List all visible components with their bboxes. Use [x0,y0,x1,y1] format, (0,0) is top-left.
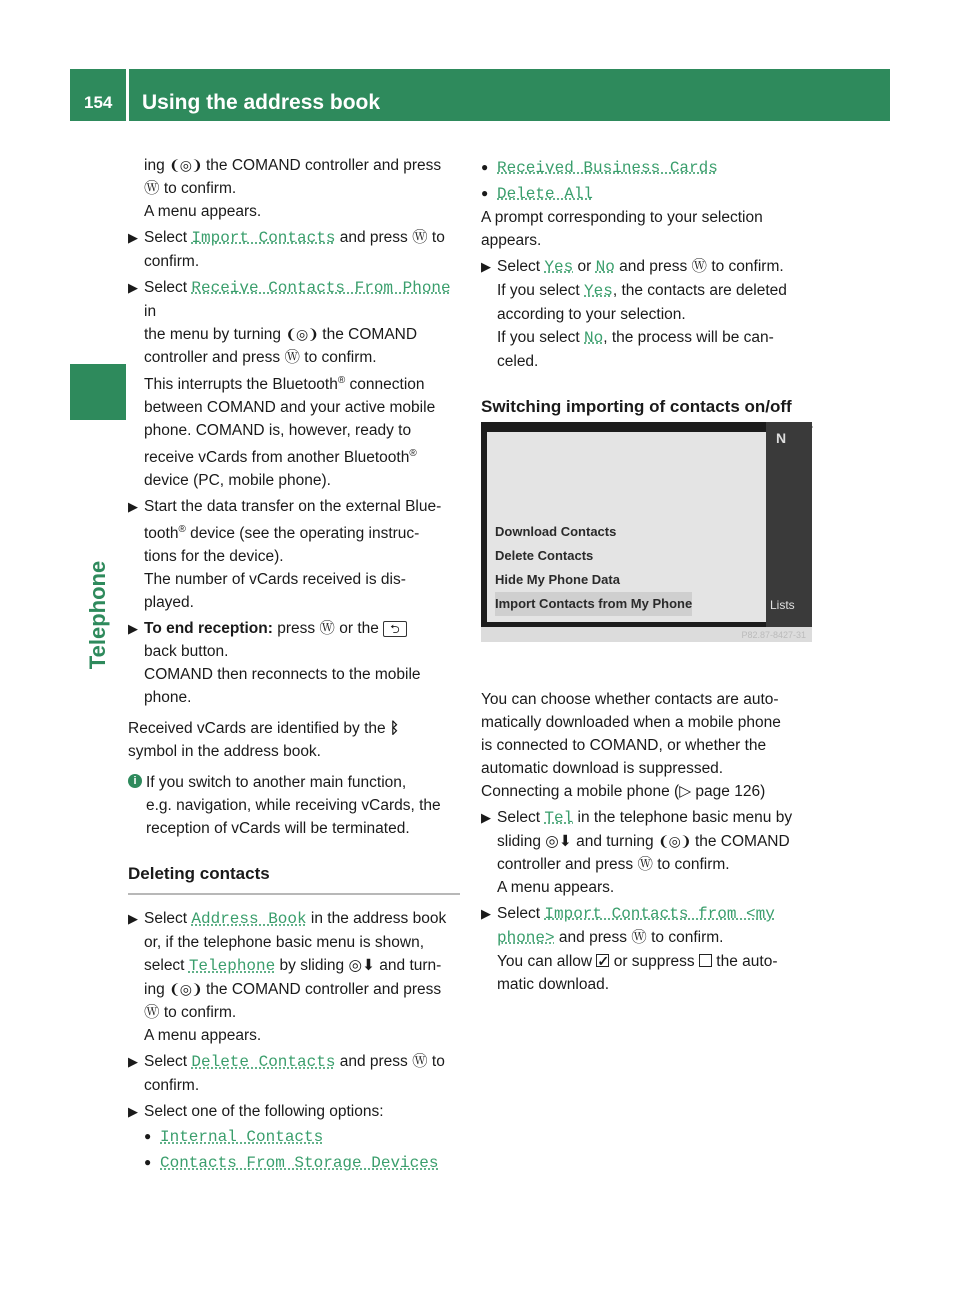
text: according to your selection. [497,306,686,323]
step-arrow-icon: ▶ [128,911,138,927]
registered-mark: ® [337,375,346,386]
text: played. [144,594,194,612]
text: to [427,229,445,246]
info-icon: i [128,774,142,788]
info-note [128,771,460,840]
menu-item-tel: Tel [544,809,574,827]
text: Select [144,910,192,928]
text: phone. [144,689,192,707]
controller-turn-icon: ❨◎❩ [169,981,202,998]
fig-menu-item-selected: Import Contacts from My Phone [495,592,692,616]
chapter-label [78,550,118,680]
side-strip [766,422,812,627]
page-reference-icon: ▷ [679,783,692,800]
text: reception of vCards will be terminated. [146,820,410,838]
controller-press-icon: Ⓦ [319,620,335,638]
step-heading: To end reception: [144,620,273,638]
checkbox-checked-icon [596,954,609,967]
text: Select [497,258,545,275]
option-yes: Yes [544,258,574,276]
chapter-label-text: Telephone [85,560,110,670]
text: the auto- [712,953,778,970]
menu-item-storage-devices: Contacts From Storage Devices [160,1154,439,1173]
section-title: Using the address book [142,91,381,114]
text: to confirm. [646,929,724,946]
bullet-icon: ● [144,1155,152,1170]
text: receive vCards from another Bluetooth [144,449,410,467]
text: symbol in the address book. [128,743,321,761]
text: e.g. navigation, while receiving vCards, the [146,797,441,815]
bullet-icon: ● [481,160,489,174]
text: Start the data transfer on the external Blue- [144,498,442,516]
text: tooth [144,525,179,543]
page-number: 154 [84,93,113,112]
section-heading-deleting: Deleting contacts [128,862,460,895]
text: A menu appears. [144,203,262,220]
text: or suppress [609,953,699,970]
text: by sliding [275,957,349,975]
step-arrow-icon: ▶ [128,1104,138,1120]
text: A menu appears. [144,1027,262,1045]
chapter-tab-marker [70,364,126,420]
step-arrow-icon: ▶ [128,280,138,295]
bluetooth-vcard-icon: ᛒ [389,720,400,738]
text: press [272,620,320,638]
text: matic download. [497,976,610,993]
text: to confirm. [159,180,237,197]
text: in [144,303,157,320]
step-item [128,495,460,614]
text: and press [335,1053,413,1071]
option-item [128,1125,460,1149]
text: and press [335,229,413,246]
step-item [481,806,813,899]
step-arrow-icon: ▶ [481,906,491,921]
text: to confirm. [707,258,784,275]
text: the COMAND [690,833,790,850]
menu-item-address-book: Address Book [191,910,307,929]
text: to confirm. [299,349,377,366]
text: appears. [481,232,542,249]
text: You can allow [497,953,597,970]
text: If you select [497,329,585,346]
text: Select [144,229,192,246]
fig-menu-item: Delete Contacts [495,548,594,563]
controller-press-icon: Ⓦ [412,229,428,246]
text: select [144,957,189,975]
text: Received vCards are identified by the [128,720,390,738]
text: and turn- [374,957,442,975]
text: to [427,1053,445,1071]
controller-press-icon: Ⓦ [637,856,653,873]
text: controller and press [144,349,285,366]
controller-press-icon: Ⓦ [144,180,160,197]
text: phone. COMAND is, however, ready to [144,422,412,440]
text: confirm. [144,253,200,270]
fig-lists-label: Lists [770,598,795,612]
text: This interrupts the Bluetooth [144,376,338,394]
text: the COMAND controller and press [201,157,442,174]
text: Select [497,809,545,826]
text: is connected to COMAND, or whether the [481,737,767,754]
menu-item-import-from-phone: Import Contacts from <my [544,905,775,923]
paragraph [128,154,460,223]
text: or, if the telephone basic menu is shown, [144,934,425,952]
menu-item-telephone: Telephone [188,957,276,976]
step-arrow-icon: ▶ [128,1054,138,1070]
step-item [128,1100,460,1123]
menu-item-delete-contacts: Delete Contacts [191,1053,336,1072]
text: You can choose whether contacts are auto- [481,691,779,708]
text: the COMAND [318,326,418,343]
text: A menu appears. [497,879,615,896]
step-arrow-icon: ▶ [481,810,491,825]
text: ing [144,981,169,999]
controller-turn-icon: ❨◎❩ [285,326,318,342]
controller-slide-icon: ◎⬇ [348,957,375,975]
text: matically downloaded when a mobile phone [481,714,781,731]
controller-press-icon: Ⓦ [284,349,300,366]
registered-mark: ® [409,448,417,460]
step-item [128,617,460,709]
bullet-icon: ● [144,1129,152,1144]
text: , the process will be can- [603,329,774,346]
controller-turn-icon: ❨◎❩ [657,833,691,849]
text: If you switch to another main function, [146,774,407,792]
text: Select [144,1053,192,1071]
checkbox-empty-icon [699,954,712,967]
text: device (see the operating instruc- [185,525,420,543]
text: Select one of the following options: [144,1103,384,1121]
text: Select [144,279,192,296]
section-heading-switching: Switching importing of contacts on/off [481,395,813,428]
figure-caption: P82.87-8427-31 [741,630,806,640]
menu-item-business-cards: Received Business Cards [497,159,718,177]
step-arrow-icon: ▶ [128,230,138,245]
fig-menu-item: Hide My Phone Data [495,572,620,587]
step-arrow-icon: ▶ [128,499,138,515]
step-arrow-icon: ▶ [128,621,138,637]
text: If you select [497,282,585,299]
paragraph [128,717,460,763]
option-item [128,1151,460,1175]
text: and press [554,929,632,946]
text: confirm. [144,1077,200,1095]
text: the menu by turning [144,326,286,343]
text: connection [345,376,425,394]
fig-menu-item: Download Contacts [495,524,617,539]
menu-item-import-from-phone-cont: phone> [497,929,555,947]
header-divider [126,69,129,121]
text: the COMAND controller and press [201,981,442,999]
text: tions for the device). [144,548,284,566]
step-item [481,902,813,996]
text: or [573,258,596,275]
text: A prompt corresponding to your selection [481,209,763,226]
text: celed. [497,353,539,370]
text: automatic download is suppressed. [481,760,724,777]
fig-strip-top: N [776,430,787,446]
text: back button. [144,643,229,661]
menu-item-internal-contacts: Internal Contacts [160,1128,324,1147]
text: to confirm. [652,856,730,873]
text: controller and press [497,856,638,873]
menu-item-delete-all: Delete All [497,185,594,203]
step-item [128,226,460,273]
step-item [481,255,813,373]
controller-press-icon: Ⓦ [412,1053,428,1071]
step-item [128,907,460,1047]
text: in the address book [306,910,447,928]
step-item [128,276,460,492]
text: to confirm. [159,1004,237,1022]
option-no: No [595,258,615,276]
controller-press-icon: Ⓦ [144,1004,160,1022]
controller-press-icon: Ⓦ [631,929,647,946]
fig-menu-list [495,520,692,616]
option-item [481,182,813,206]
menu-item-receive-contacts: Receive Contacts From Phone [191,279,451,297]
text: Connecting a mobile phone ( [481,783,680,800]
back-button-icon: ⮌ [383,621,407,637]
text: in the telephone basic menu by [573,809,793,826]
bullet-icon: ● [481,186,489,200]
page-reference: page 126) [691,783,766,800]
text: between COMAND and your active mobile [144,399,436,417]
text: The number of vCards received is dis- [144,571,406,589]
menu-item-import-contacts: Import Contacts [191,229,336,247]
text: and turning [571,833,658,850]
text: device (PC, mobile phone). [144,472,331,490]
text: ing [144,157,169,174]
text: sliding [497,833,546,850]
step-item [128,1050,460,1097]
step-arrow-icon: ▶ [481,259,491,274]
option-yes: Yes [584,282,613,300]
comand-screenshot [481,422,812,642]
controller-turn-icon: ❨◎❩ [169,157,202,173]
text: , the contacts are deleted [612,282,787,299]
registered-mark: ® [178,524,186,536]
text: COMAND then reconnects to the mobile [144,666,421,684]
option-no: No [584,329,604,347]
controller-slide-icon: ◎⬇ [545,833,572,850]
text: or the [334,620,384,638]
option-item [481,156,813,180]
left-column [128,154,460,1175]
text: and press [614,258,692,275]
text: Select [497,905,545,922]
controller-press-icon: Ⓦ [691,258,708,275]
